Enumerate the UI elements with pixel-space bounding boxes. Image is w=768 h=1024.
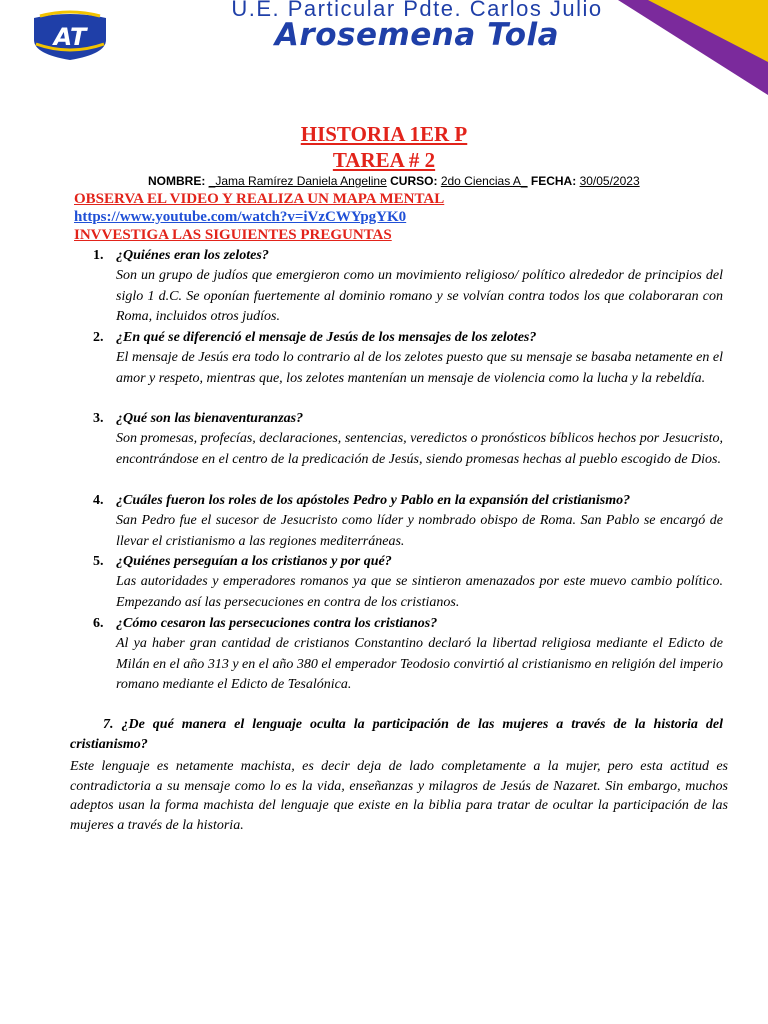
answer-2: El mensaje de Jesús era todo lo contrario al de los zelotes puesto que su mensaje se basaba netamente en el amor y respeto, mientras que, los zelotes mantenían un mensaje de violencia como la lucha y la rebeldía. bbox=[116, 350, 723, 386]
question-block-5 bbox=[93, 552, 723, 613]
question-4 bbox=[93, 491, 723, 511]
question-block-6 bbox=[93, 614, 723, 696]
instruction-research: INVVESTIGA LAS SIGUIENTES PREGUNTAS bbox=[74, 227, 392, 243]
answer-7: Este lenguaje es netamente machista, es decir deja de lado completamente a la mujer, pero esta actitud es contradictoria a su mensaje como lo es la vida, enseñanzas y milagros de Jesús de Nazaret. Sin embargo, muchos adeptos usan la forma machista del lenguaje que existe en la biblia para tratar de ocultar la participación de las mujeres a través de la historia. bbox=[70, 759, 728, 833]
question-text: ¿Quiénes eran los zelotes? bbox=[116, 248, 269, 263]
question-6 bbox=[93, 614, 723, 634]
question-text: ¿Cómo cesaron las persecuciones contra los cristianos? bbox=[116, 616, 438, 631]
date-value: 30/05/2023 bbox=[579, 174, 640, 188]
answer-5: Las autoridades y emperadores romanos ya que se sintieron amenazados por este muevo cambio político. Empezando así las persecuciones en contra de los cristianos. bbox=[116, 574, 723, 610]
answer-4: San Pedro fue el sucesor de Jesucristo como líder y nombrado obispo de Roma. San Pablo se encargó de llevar el cristianismo a las regiones mediterráneas. bbox=[116, 513, 723, 549]
question-7: 7. ¿De qué manera el lenguaje oculta la participación de las mujeres a través de la historia del cristianismo? bbox=[70, 717, 723, 752]
student-info-line bbox=[148, 174, 748, 188]
answer-1: Son un grupo de judíos que emergieron como un movimiento religioso/ político alrededor de principios del siglo 1 d.C. Se oponían fuertemente al dominio romano y se volvían contra todos los que colaboraran con Roma, incluidos otros judíos. bbox=[116, 268, 723, 324]
question-number: 2. bbox=[93, 330, 104, 345]
question-number: 3. bbox=[93, 411, 104, 426]
question-5 bbox=[93, 552, 723, 572]
question-2 bbox=[93, 328, 723, 348]
question-block-4 bbox=[93, 491, 723, 552]
course-label: CURSO: bbox=[390, 174, 438, 188]
name-value: _Jama Ramírez Daniela Angeline bbox=[208, 174, 387, 188]
question-number: 4. bbox=[93, 493, 104, 508]
question-text: ¿Qué son las bienaventuranzas? bbox=[116, 411, 304, 426]
question-number: 5. bbox=[93, 554, 104, 569]
school-header bbox=[0, 0, 768, 80]
question-text: ¿En qué se diferenció el mensaje de Jesús de los mensajes de los zelotes? bbox=[116, 330, 537, 345]
date-label: FECHA: bbox=[530, 174, 577, 188]
question-text: ¿Cuáles fueron los roles de los apóstoles Pedro y Pablo en la expansión del cristianismo? bbox=[116, 493, 631, 508]
question-block-1 bbox=[93, 246, 723, 328]
question-number: 1. bbox=[93, 248, 104, 263]
answer-6: Al ya haber gran cantidad de cristianos Constantino declaró la libertad religiosa mediante el Edicto de Milán en el año 313 y en el año 380 el emperador Teodosio convirtió al cristianismo en religión del imperio romano mediante el Edicto de Tesalónica. bbox=[116, 636, 723, 692]
school-name-line2: Arosemena Tola bbox=[274, 17, 560, 53]
document-title: HISTORIA 1ER P bbox=[300, 122, 468, 146]
answer-3: Son promesas, profecías, declaraciones, sentencias, veredictos o pronósticos bíblicos hechos por Jesucristo, encontrándose en el centro de la predicación de Jesús, siendo promesas hechas al pueblo escogido de Dios. bbox=[116, 431, 723, 467]
question-block-3 bbox=[93, 409, 723, 470]
school-name-line1: U.E. Particular Pdte. Carlos Julio bbox=[231, 0, 603, 21]
question-number: 6. bbox=[93, 616, 104, 631]
name-label: NOMBRE: bbox=[148, 174, 206, 188]
logo-text: AT bbox=[53, 23, 87, 51]
course-value: 2do Ciencias A_ bbox=[440, 174, 528, 188]
question-text: ¿Quiénes perseguían a los cristianos y por qué? bbox=[116, 554, 392, 569]
question-1 bbox=[93, 246, 723, 266]
video-link[interactable]: https://www.youtube.com/watch?v=iVzCWYpgYK0 bbox=[74, 209, 407, 225]
school-logo-icon bbox=[30, 10, 110, 62]
instruction-watch-video: OBSERVA EL VIDEO Y REALIZA UN MAPA MENTAL bbox=[74, 191, 445, 207]
question-3 bbox=[93, 409, 723, 429]
assignment-number: TAREA # 2 bbox=[332, 148, 436, 172]
question-block-2 bbox=[93, 328, 723, 389]
corner-ribbon-decoration bbox=[608, 0, 768, 95]
